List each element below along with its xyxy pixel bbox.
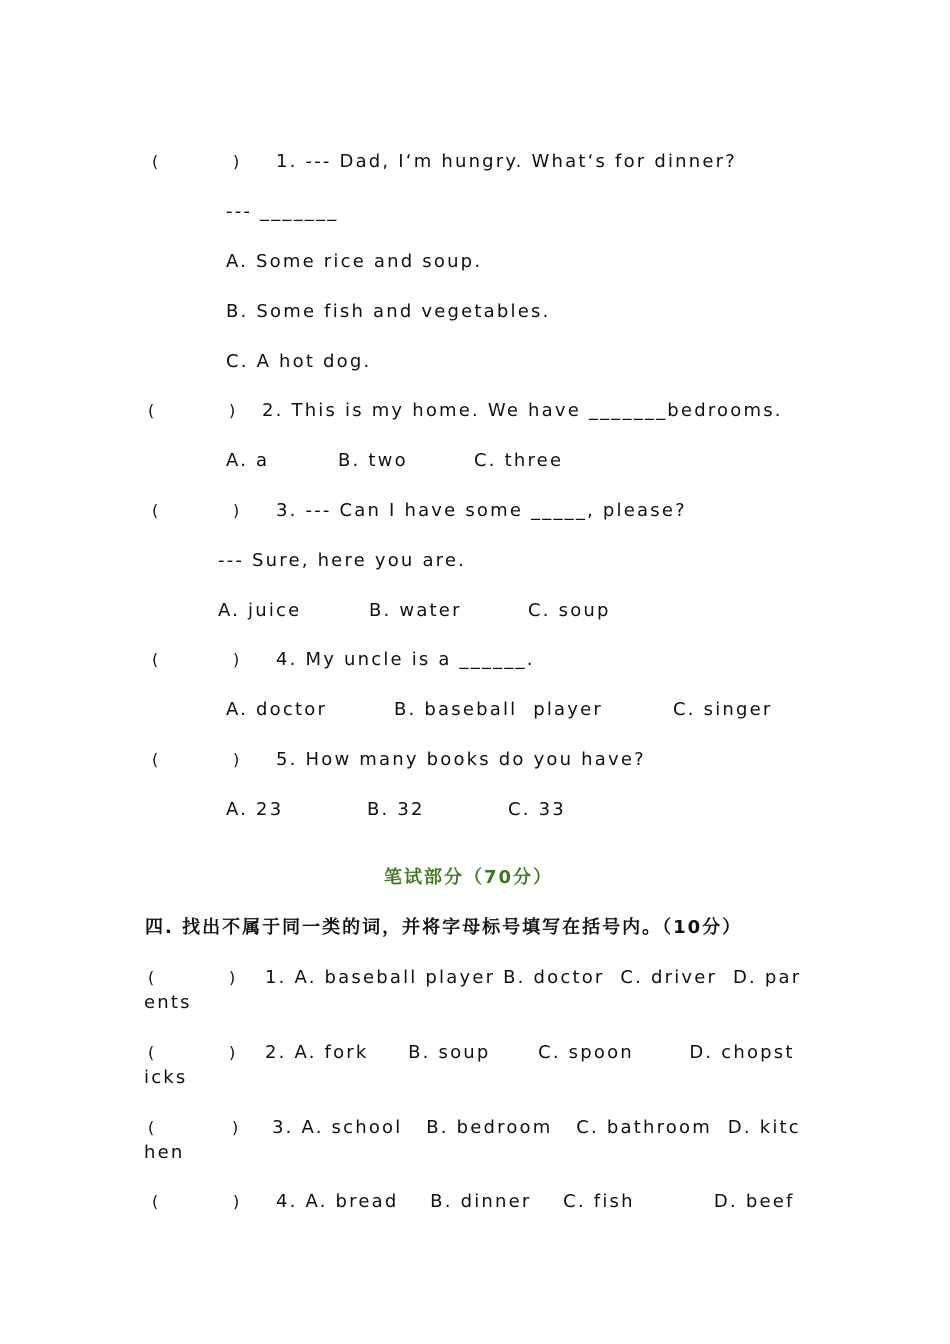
section-4-title: 四. 找出不属于同一类的词，并将字母标号填写在括号内。（10分） [145,917,743,938]
question-5-option-b: B. 32 [367,799,425,820]
question-4-stem: 4. My uncle is a ______. [276,649,535,670]
section-4-item-3-wrap: hen [144,1142,185,1163]
question-2-option-c: C. three [474,450,564,471]
section-4-item-3: 3. A. school B. bedroom C. bathroom D. kitc [272,1117,801,1138]
answer-paren-open: ( [152,750,159,769]
question-3-option-a: A. juice [218,600,302,621]
section-4-item-2-wrap: icks [144,1067,188,1088]
answer-paren-open: ( [152,152,159,171]
question-3-option-c: C. soup [528,600,611,621]
answer-paren-close: ) [232,1118,239,1137]
answer-paren-open: ( [152,650,159,669]
question-1-reply: --- _______ [226,201,339,222]
section-4-item-4: 4. A. bread B. dinner C. fish D. beef [276,1191,795,1212]
question-2-option-a: A. a [226,450,270,471]
question-4-option-c: C. singer [673,699,773,720]
question-1-option-c: C. A hot dog. [226,351,372,372]
answer-paren-close: ) [229,401,236,420]
answer-paren-open: ( [148,1118,155,1137]
question-3-stem: 3. --- Can I have some _____, please? [276,500,687,521]
answer-paren-open: ( [152,501,159,520]
question-4-option-b: B. baseball player [394,699,603,720]
answer-paren-close: ) [233,1192,240,1211]
section-4-item-1: 1. A. baseball player B. doctor C. driver D. par [265,967,802,988]
question-1-option-a: A. Some rice and soup. [226,251,483,272]
question-1-option-b: B. Some fish and vegetables. [226,301,551,322]
question-1-stem: 1. --- Dad, I‘m hungry. What‘s for dinner? [276,151,737,172]
question-2-option-b: B. two [338,450,408,471]
section-4-item-1-wrap: ents [144,992,192,1013]
answer-paren-open: ( [148,1043,155,1062]
question-4-option-a: A. doctor [226,699,328,720]
answer-paren-open: ( [148,401,155,420]
answer-paren-close: ) [233,750,240,769]
question-3-option-b: B. water [369,600,462,621]
section-4-item-2: 2. A. fork B. soup C. spoon D. chopst [265,1042,795,1063]
answer-paren-close: ) [233,501,240,520]
answer-paren-close: ) [229,1043,236,1062]
answer-paren-close: ) [229,968,236,987]
answer-paren-close: ) [233,650,240,669]
question-2-stem: 2. This is my home. We have _______bedrooms. [262,400,783,421]
question-3-reply: --- Sure, here you are. [218,550,467,571]
question-5-option-c: C. 33 [508,799,566,820]
answer-paren-close: ) [233,152,240,171]
question-5-option-a: A. 23 [226,799,284,820]
question-5-stem: 5. How many books do you have? [276,749,646,770]
answer-paren-open: ( [148,968,155,987]
answer-paren-open: ( [152,1192,159,1211]
written-section-heading: 笔试部分（70分） [384,867,554,888]
